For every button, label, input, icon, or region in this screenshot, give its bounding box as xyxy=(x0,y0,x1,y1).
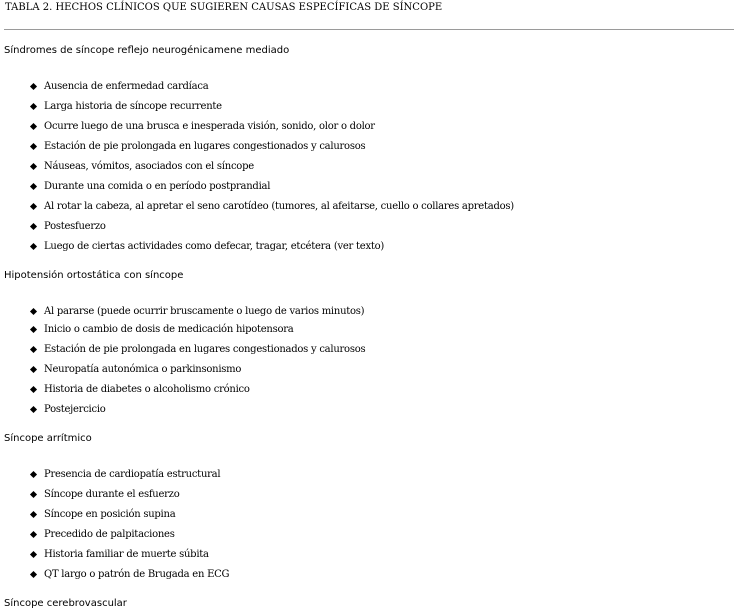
list-item xyxy=(30,361,241,377)
list-item-text: QT largo o patrón de Brugada en ECG xyxy=(44,568,230,580)
list-item xyxy=(30,401,106,417)
list-item-text: Presencia de cardiopatía estructural xyxy=(44,468,221,480)
list-item xyxy=(30,526,175,542)
list-item xyxy=(30,381,250,397)
list-item xyxy=(30,466,220,482)
list-item-text: Al rotar la cabeza, al apretar el seno carotídeo (tumores, al afeitarse, cuello o collares apretados) xyxy=(44,200,514,212)
section-heading-reflex-syncope: Síndromes de síncope reflejo neurogénicamene mediado xyxy=(4,45,290,56)
bullet-diamond-icon xyxy=(30,405,37,412)
list-item xyxy=(30,118,375,134)
bullet-diamond-icon xyxy=(30,162,37,169)
bullet-diamond-icon xyxy=(30,365,37,372)
list-item-text: Postesfuerzo xyxy=(44,220,106,232)
list-item-text: Durante una comida o en período postprandial xyxy=(44,180,271,192)
bullet-diamond-icon xyxy=(30,202,37,209)
bullet-diamond-icon xyxy=(30,490,37,497)
list-item xyxy=(30,546,209,562)
list-item xyxy=(30,341,365,357)
list-item-text: Precedido de palpitaciones xyxy=(44,528,175,540)
list-item xyxy=(30,158,254,174)
bullet-diamond-icon xyxy=(30,102,37,109)
section-heading-cerebrovascular-syncope: Síncope cerebrovascular xyxy=(4,598,127,609)
bullet-diamond-icon xyxy=(30,242,37,249)
list-item-text: Historia familiar de muerte súbita xyxy=(44,548,209,560)
bullet-diamond-icon xyxy=(30,470,37,477)
bullet-diamond-icon xyxy=(30,142,37,149)
section-heading-arrhythmic-syncope: Síncope arrítmico xyxy=(4,433,92,444)
list-item-text: Postejercicio xyxy=(44,403,106,415)
bullet-diamond-icon xyxy=(30,345,37,352)
list-item xyxy=(30,138,365,154)
list-item-text: Náuseas, vómitos, asociados con el síncope xyxy=(44,160,254,172)
list-item-text: Ausencia de enfermedad cardíaca xyxy=(44,80,209,92)
list-item-text: Larga historia de síncope recurrente xyxy=(44,100,222,112)
section-heading-orthostatic-hypotension: Hipotensión ortostática con síncope xyxy=(4,270,184,281)
bullet-diamond-icon xyxy=(30,82,37,89)
list-item xyxy=(30,321,294,337)
list-item xyxy=(30,486,179,502)
bullet-diamond-icon xyxy=(30,570,37,577)
bullet-diamond-icon xyxy=(30,307,37,314)
list-item xyxy=(30,506,175,522)
list-item xyxy=(30,566,229,582)
list-item-text: Estación de pie prolongada en lugares congestionados y calurosos xyxy=(44,343,366,355)
list-item-text: Ocurre luego de una brusca e inesperada visión, sonido, olor o dolor xyxy=(44,120,375,132)
list-item-text: Inicio o cambio de dosis de medicación hipotensora xyxy=(44,323,294,335)
bullet-diamond-icon xyxy=(30,530,37,537)
list-item-text: Historia de diabetes o alcoholismo crónico xyxy=(44,383,250,395)
list-item-text: Síncope en posición supina xyxy=(44,508,176,520)
list-item xyxy=(30,198,514,214)
list-item-text: Neuropatía autonómica o parkinsonismo xyxy=(44,363,242,375)
bullet-diamond-icon xyxy=(30,122,37,129)
list-item-text: Síncope durante el esfuerzo xyxy=(44,488,180,500)
list-item xyxy=(30,218,106,234)
bullet-diamond-icon xyxy=(30,222,37,229)
list-item xyxy=(30,238,384,254)
bullet-diamond-icon xyxy=(30,550,37,557)
bullet-diamond-icon xyxy=(30,385,37,392)
list-item-text: Al pararse (puede ocurrir bruscamente o luego de varios minutos) xyxy=(44,305,365,317)
table-title: TABLA 2. HECHOS CLÍNICOS QUE SUGIEREN CAUSAS ESPECÍFICAS DE SÍNCOPE xyxy=(5,2,443,13)
bullet-diamond-icon xyxy=(30,182,37,189)
list-item xyxy=(30,98,222,114)
bullet-diamond-icon xyxy=(30,510,37,517)
list-item xyxy=(30,78,208,94)
list-item xyxy=(30,303,364,319)
title-divider xyxy=(4,29,734,30)
list-item-text: Luego de ciertas actividades como defecar, tragar, etcétera (ver texto) xyxy=(44,240,385,252)
bullet-diamond-icon xyxy=(30,325,37,332)
list-item xyxy=(30,178,270,194)
list-item-text: Estación de pie prolongada en lugares congestionados y calurosos xyxy=(44,140,366,152)
